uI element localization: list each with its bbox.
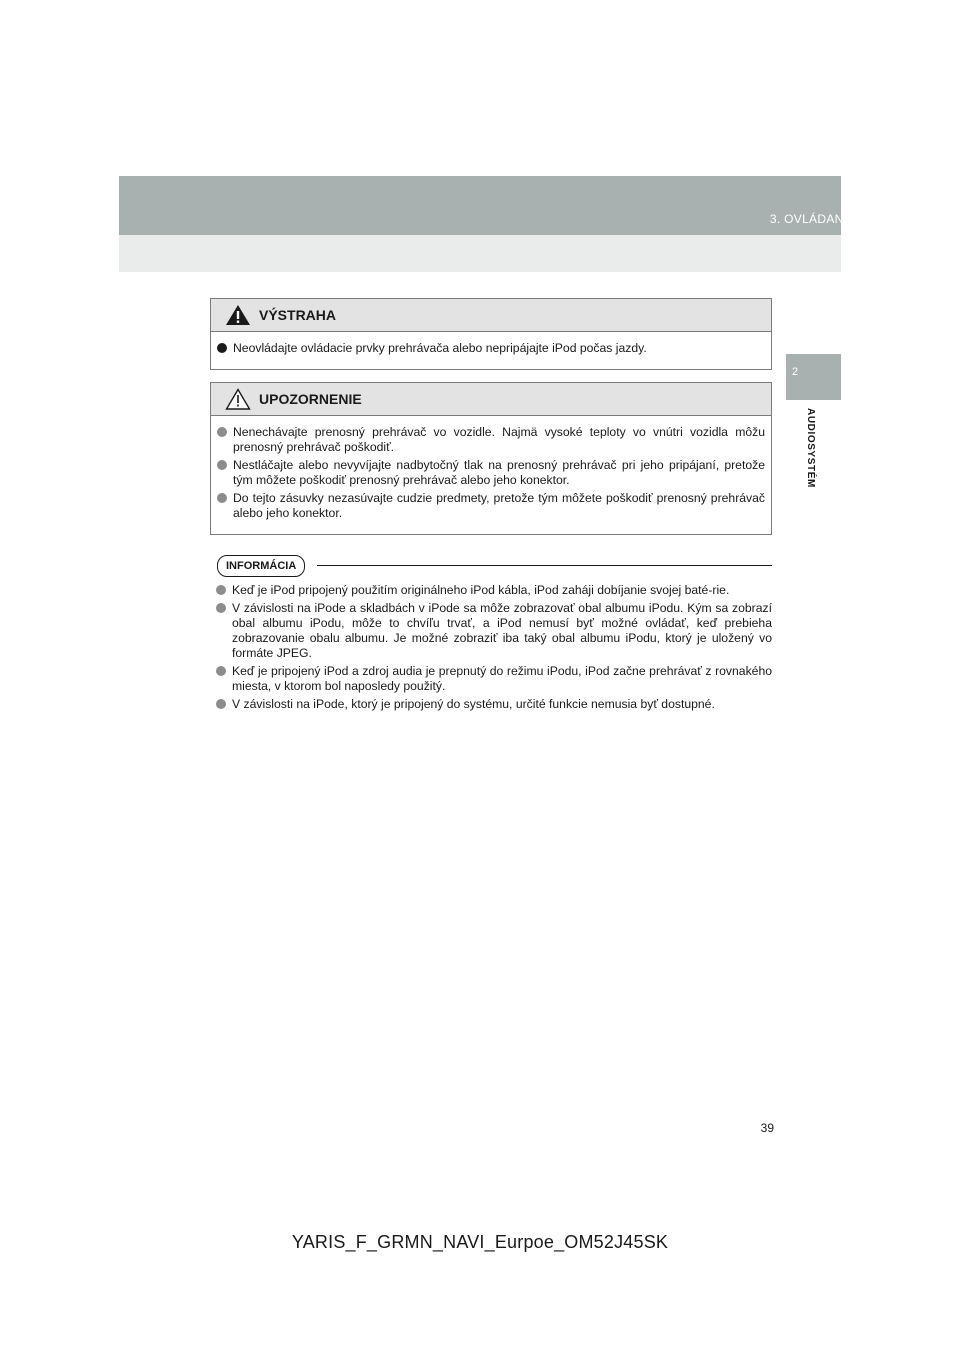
info-list [216, 583, 772, 715]
bullet-icon [217, 343, 227, 353]
warning-text: Neovládajte ovládacie prvky prehrávača alebo nepripájajte iPod počas jazdy. [233, 341, 647, 355]
chapter-label: AUDIOSYSTÉM [805, 408, 816, 488]
warning-triangle-icon [225, 304, 251, 326]
header-band [119, 176, 841, 235]
caution-box [210, 382, 772, 535]
bullet-icon [216, 666, 226, 676]
caution-text: Do tejto zásuvky nezasúvajte cudzie predmety, pretože tým môžete poškodiť prenosný prehrávač alebo jeho konektor. [233, 491, 765, 520]
list-item [217, 458, 765, 488]
caution-title: UPOZORNENIE [259, 391, 362, 407]
list-item [217, 341, 765, 356]
chapter-number: 2 [792, 366, 799, 378]
page-number: 39 [760, 1121, 774, 1135]
caution-header [211, 383, 771, 416]
caution-triangle-icon [225, 388, 251, 410]
section-title: 3. OVLÁDANIE MÉDIÍ [769, 212, 894, 226]
warning-body [211, 332, 771, 369]
info-label: INFORMÁCIA [217, 555, 305, 577]
info-text: Keď je iPod pripojený použitím originálneho iPod kábla, iPod zaháji dobíjanie svojej baté-rie. [232, 583, 730, 597]
bullet-icon [217, 493, 227, 503]
warning-box [210, 298, 772, 370]
header-subband [119, 235, 841, 272]
warning-header [211, 299, 771, 332]
warning-title: VÝSTRAHA [259, 307, 337, 323]
bullet-icon [216, 603, 226, 613]
caution-text: Nenechávajte prenosný prehrávač vo vozidle. Najmä vysoké teploty vo vnútri vozidla môžu prenosný prehrávač poškodiť. [233, 425, 765, 454]
document-code: YARIS_F_GRMN_NAVI_Eurpoe_OM52J45SK [291, 1232, 669, 1252]
bullet-icon [216, 585, 226, 595]
bullet-icon [217, 427, 227, 437]
list-item [216, 583, 772, 598]
list-item [216, 664, 772, 694]
info-divider [317, 565, 772, 566]
caution-text: Nestláčajte alebo nevyvíjajte nadbytočný tlak na prenosný prehrávač pri jeho pripájaní, pretože tým môžete poškodiť prenosný prehrávač alebo jeho konektor. [233, 458, 765, 487]
list-item [216, 697, 772, 712]
caution-body [211, 416, 771, 534]
list-item [217, 491, 765, 521]
list-item [216, 601, 772, 661]
info-text: Keď je pripojený iPod a zdroj audia je prepnutý do režimu iPodu, iPod začne prehrávať z rovnakého miesta, v ktorom bol naposledy použitý. [232, 664, 772, 693]
info-text: V závislosti na iPode a skladbách v iPode sa môže zobrazovať obal albumu iPodu. Kým sa zobrazí obal albumu iPodu, môže to chvíľu trvať, a iPod nemusí byť možné ovládať, keď prebieha zobrazovanie obalu albumu. Je možné zobraziť iba taký obal albumu iPodu, ktorý je uložený vo formáte JPEG. [232, 601, 772, 660]
bullet-icon [217, 460, 227, 470]
list-item [217, 425, 765, 455]
bullet-icon [216, 699, 226, 709]
info-text: V závislosti na iPode, ktorý je pripojený do systému, určité funkcie nemusia byť dostupné. [232, 697, 715, 711]
